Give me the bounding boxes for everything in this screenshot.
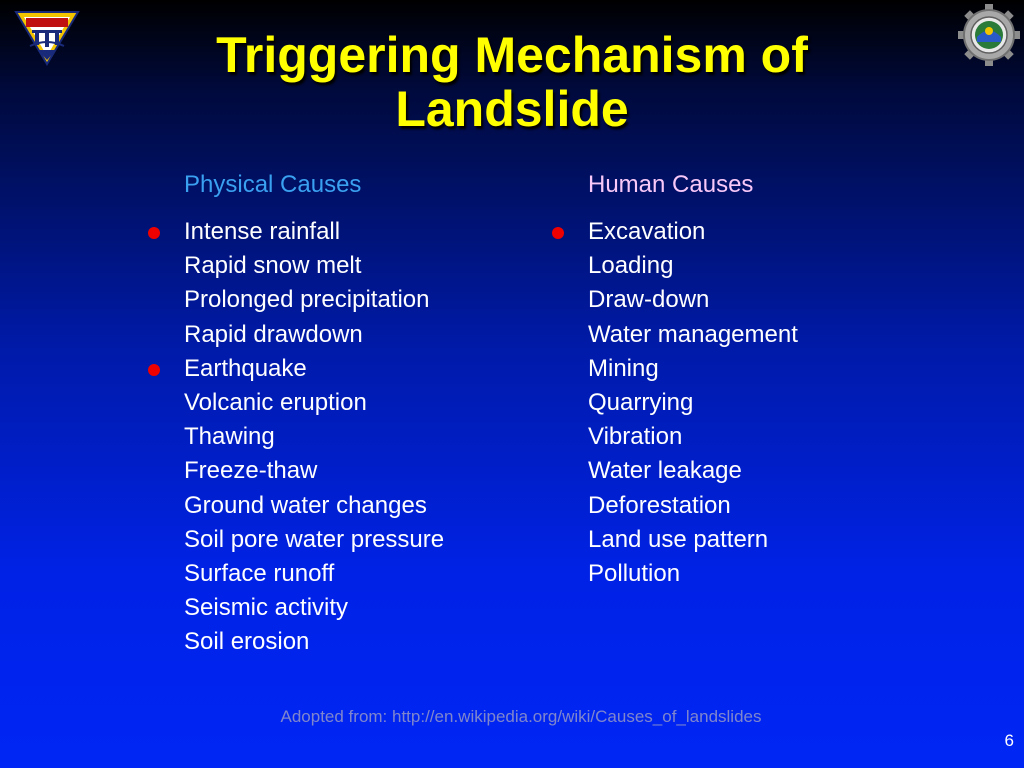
list-item bbox=[588, 249, 798, 283]
list-item bbox=[588, 420, 798, 454]
list-item bbox=[588, 489, 798, 523]
list-item-text: Vibration bbox=[588, 423, 683, 451]
list-item bbox=[588, 386, 798, 420]
list-item bbox=[588, 557, 798, 591]
list-item bbox=[184, 318, 444, 352]
list-item bbox=[184, 625, 444, 659]
list-item bbox=[184, 523, 444, 557]
list-item bbox=[588, 352, 798, 386]
list-item bbox=[184, 591, 444, 625]
list-item-text: Quarrying bbox=[588, 389, 694, 417]
title-line-2: Landslide bbox=[395, 81, 629, 137]
list-item bbox=[588, 215, 798, 249]
list-item-text: Thawing bbox=[184, 423, 275, 451]
list-item bbox=[184, 352, 444, 386]
list-item bbox=[184, 283, 444, 317]
bullet-dot-icon bbox=[148, 364, 160, 376]
list-item-text: Rapid drawdown bbox=[184, 320, 363, 348]
list-item bbox=[184, 489, 444, 523]
physical-causes-list bbox=[184, 215, 444, 660]
list-item-text: Pollution bbox=[588, 560, 681, 588]
list-item bbox=[588, 283, 798, 317]
list-item bbox=[184, 420, 444, 454]
list-item bbox=[184, 215, 444, 249]
list-item bbox=[184, 386, 444, 420]
page-number: 6 bbox=[1004, 731, 1014, 750]
list-item-text: Seismic activity bbox=[184, 594, 349, 622]
list-item-text: Land use pattern bbox=[588, 525, 769, 553]
list-item-text: Intense rainfall bbox=[184, 218, 341, 245]
list-item-text: Soil erosion bbox=[184, 628, 310, 656]
list-item bbox=[588, 523, 798, 557]
physical-causes-heading: Physical Causes bbox=[184, 171, 362, 198]
list-item-text: Earthquake bbox=[184, 354, 307, 382]
list-item-text: Ground water changes bbox=[184, 491, 427, 519]
list-item-text: Volcanic eruption bbox=[184, 389, 367, 417]
list-item-text: Draw-down bbox=[588, 286, 710, 314]
title-line-1: Triggering Mechanism of bbox=[216, 27, 808, 83]
list-item-text: Water leakage bbox=[588, 457, 742, 485]
list-item-text: Excavation bbox=[588, 218, 706, 245]
source-citation: Adopted from: http://en.wikipedia.org/wiki/Causes_of_landslides bbox=[280, 707, 762, 726]
list-item-text: Surface runoff bbox=[184, 560, 335, 588]
list-item-text: Soil pore water pressure bbox=[184, 525, 445, 553]
list-item bbox=[184, 557, 444, 591]
list-item-text: Water management bbox=[588, 320, 798, 348]
list-item-text: Mining bbox=[588, 354, 659, 382]
list-item-text: Prolonged precipitation bbox=[184, 286, 430, 314]
gear-seal-logo bbox=[958, 4, 1020, 66]
human-causes-list bbox=[588, 215, 798, 591]
list-item-text: Freeze-thaw bbox=[184, 457, 318, 485]
list-item-text: Deforestation bbox=[588, 491, 731, 519]
list-item bbox=[588, 454, 798, 488]
list-item-text: Rapid snow melt bbox=[184, 252, 362, 280]
list-item bbox=[588, 318, 798, 352]
bullet-dot-icon bbox=[148, 227, 160, 239]
bullet-dot-icon bbox=[552, 227, 564, 239]
slide-title bbox=[80, 28, 944, 136]
list-item-text: Loading bbox=[588, 252, 674, 280]
list-item bbox=[184, 249, 444, 283]
university-shield-logo bbox=[14, 8, 80, 66]
human-causes-heading: Human Causes bbox=[588, 171, 754, 198]
list-item bbox=[184, 454, 444, 488]
